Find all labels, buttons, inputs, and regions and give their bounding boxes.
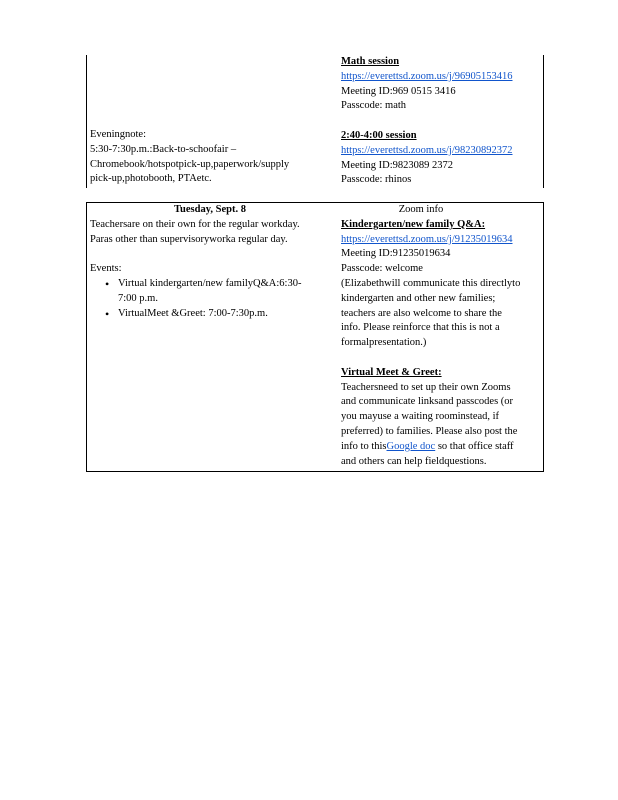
kindergarten-meeting-id: Meeting ID:91235019634 xyxy=(341,248,451,260)
meet-line: and others can help fieldquestions. xyxy=(341,455,487,467)
session-passcode: Passcode: rhinos xyxy=(341,174,412,186)
note-line: teachers are also welcome to share the xyxy=(341,307,502,319)
math-session-heading: Math session xyxy=(341,56,400,67)
meet-greet-heading: Virtual Meet & Greet: xyxy=(341,366,442,378)
evening-note-line: 5:30-7:30p.m.:Back-to-schoofair – xyxy=(90,143,237,155)
evening-note-label: Eveningnote: xyxy=(90,129,146,140)
top-table-right-border xyxy=(543,55,544,188)
top-left-cell xyxy=(90,128,335,187)
top-table-left-border xyxy=(86,55,87,188)
meet-line: Teachersneed to set up their own Zooms xyxy=(341,381,511,393)
evening-note-line: pick-up,photobooth, PTAetc. xyxy=(90,173,212,185)
google-doc-link[interactable]: Google doc xyxy=(386,440,436,452)
kindergarten-passcode: Passcode: welcome xyxy=(341,263,423,275)
session-heading: 2:40-4:00 session xyxy=(341,129,417,141)
tuesday-right-cell xyxy=(341,203,541,469)
top-right-cell xyxy=(341,55,541,188)
list-item: • VirtualMeet &Greet: 7:00-7:30p.m. xyxy=(118,307,330,322)
note-line: formalpresentation.) xyxy=(341,337,427,349)
note-line: (Elizabethwill communicate this directlyto xyxy=(341,277,521,289)
meet-line: preferred) to families. Please also post the xyxy=(341,425,518,437)
events-label: Events: xyxy=(90,263,122,275)
note-line: info. Please reinforce that this is not a xyxy=(341,322,500,334)
meet-line: you mayuse a waiting roominstead, if xyxy=(341,411,500,423)
evening-note-line: Chromebook/hotspotpick-up,paperwork/supply xyxy=(90,158,290,170)
events-list xyxy=(90,277,330,321)
session-meeting-id: Meeting ID:9823089 2372 xyxy=(341,159,453,171)
note-line: kindergarten and other new families; xyxy=(341,292,496,304)
meet-line: and communicate linksand passcodes (or xyxy=(341,396,514,408)
math-session-link[interactable]: https://everettsd.zoom.us/j/96905153416 xyxy=(341,70,513,82)
paras-line: Paras other than supervisoryworka regular day. xyxy=(90,233,288,245)
zoom-info-heading: Zoom info xyxy=(398,204,444,215)
meet-info-line: info to thisGoogle doc so that office staff xyxy=(341,440,514,452)
workday-line: Teachersare on their own for the regular workday. xyxy=(90,218,300,230)
math-passcode: Passcode: math xyxy=(341,100,407,112)
session-link[interactable]: https://everettsd.zoom.us/j/98230892372 xyxy=(341,144,513,156)
list-item: • Virtual kindergarten/new familyQ&A:6:30- 7:00 p.m. xyxy=(118,277,330,307)
kindergarten-link[interactable]: https://everettsd.zoom.us/j/91235019634 xyxy=(341,233,513,245)
day-heading: Tuesday, Sept. 8 xyxy=(174,204,246,215)
kindergarten-heading: Kindergarten/new family Q&A: xyxy=(341,218,486,230)
math-meeting-id: Meeting ID:969 0515 3416 xyxy=(341,85,456,97)
tuesday-left-cell xyxy=(90,203,330,321)
